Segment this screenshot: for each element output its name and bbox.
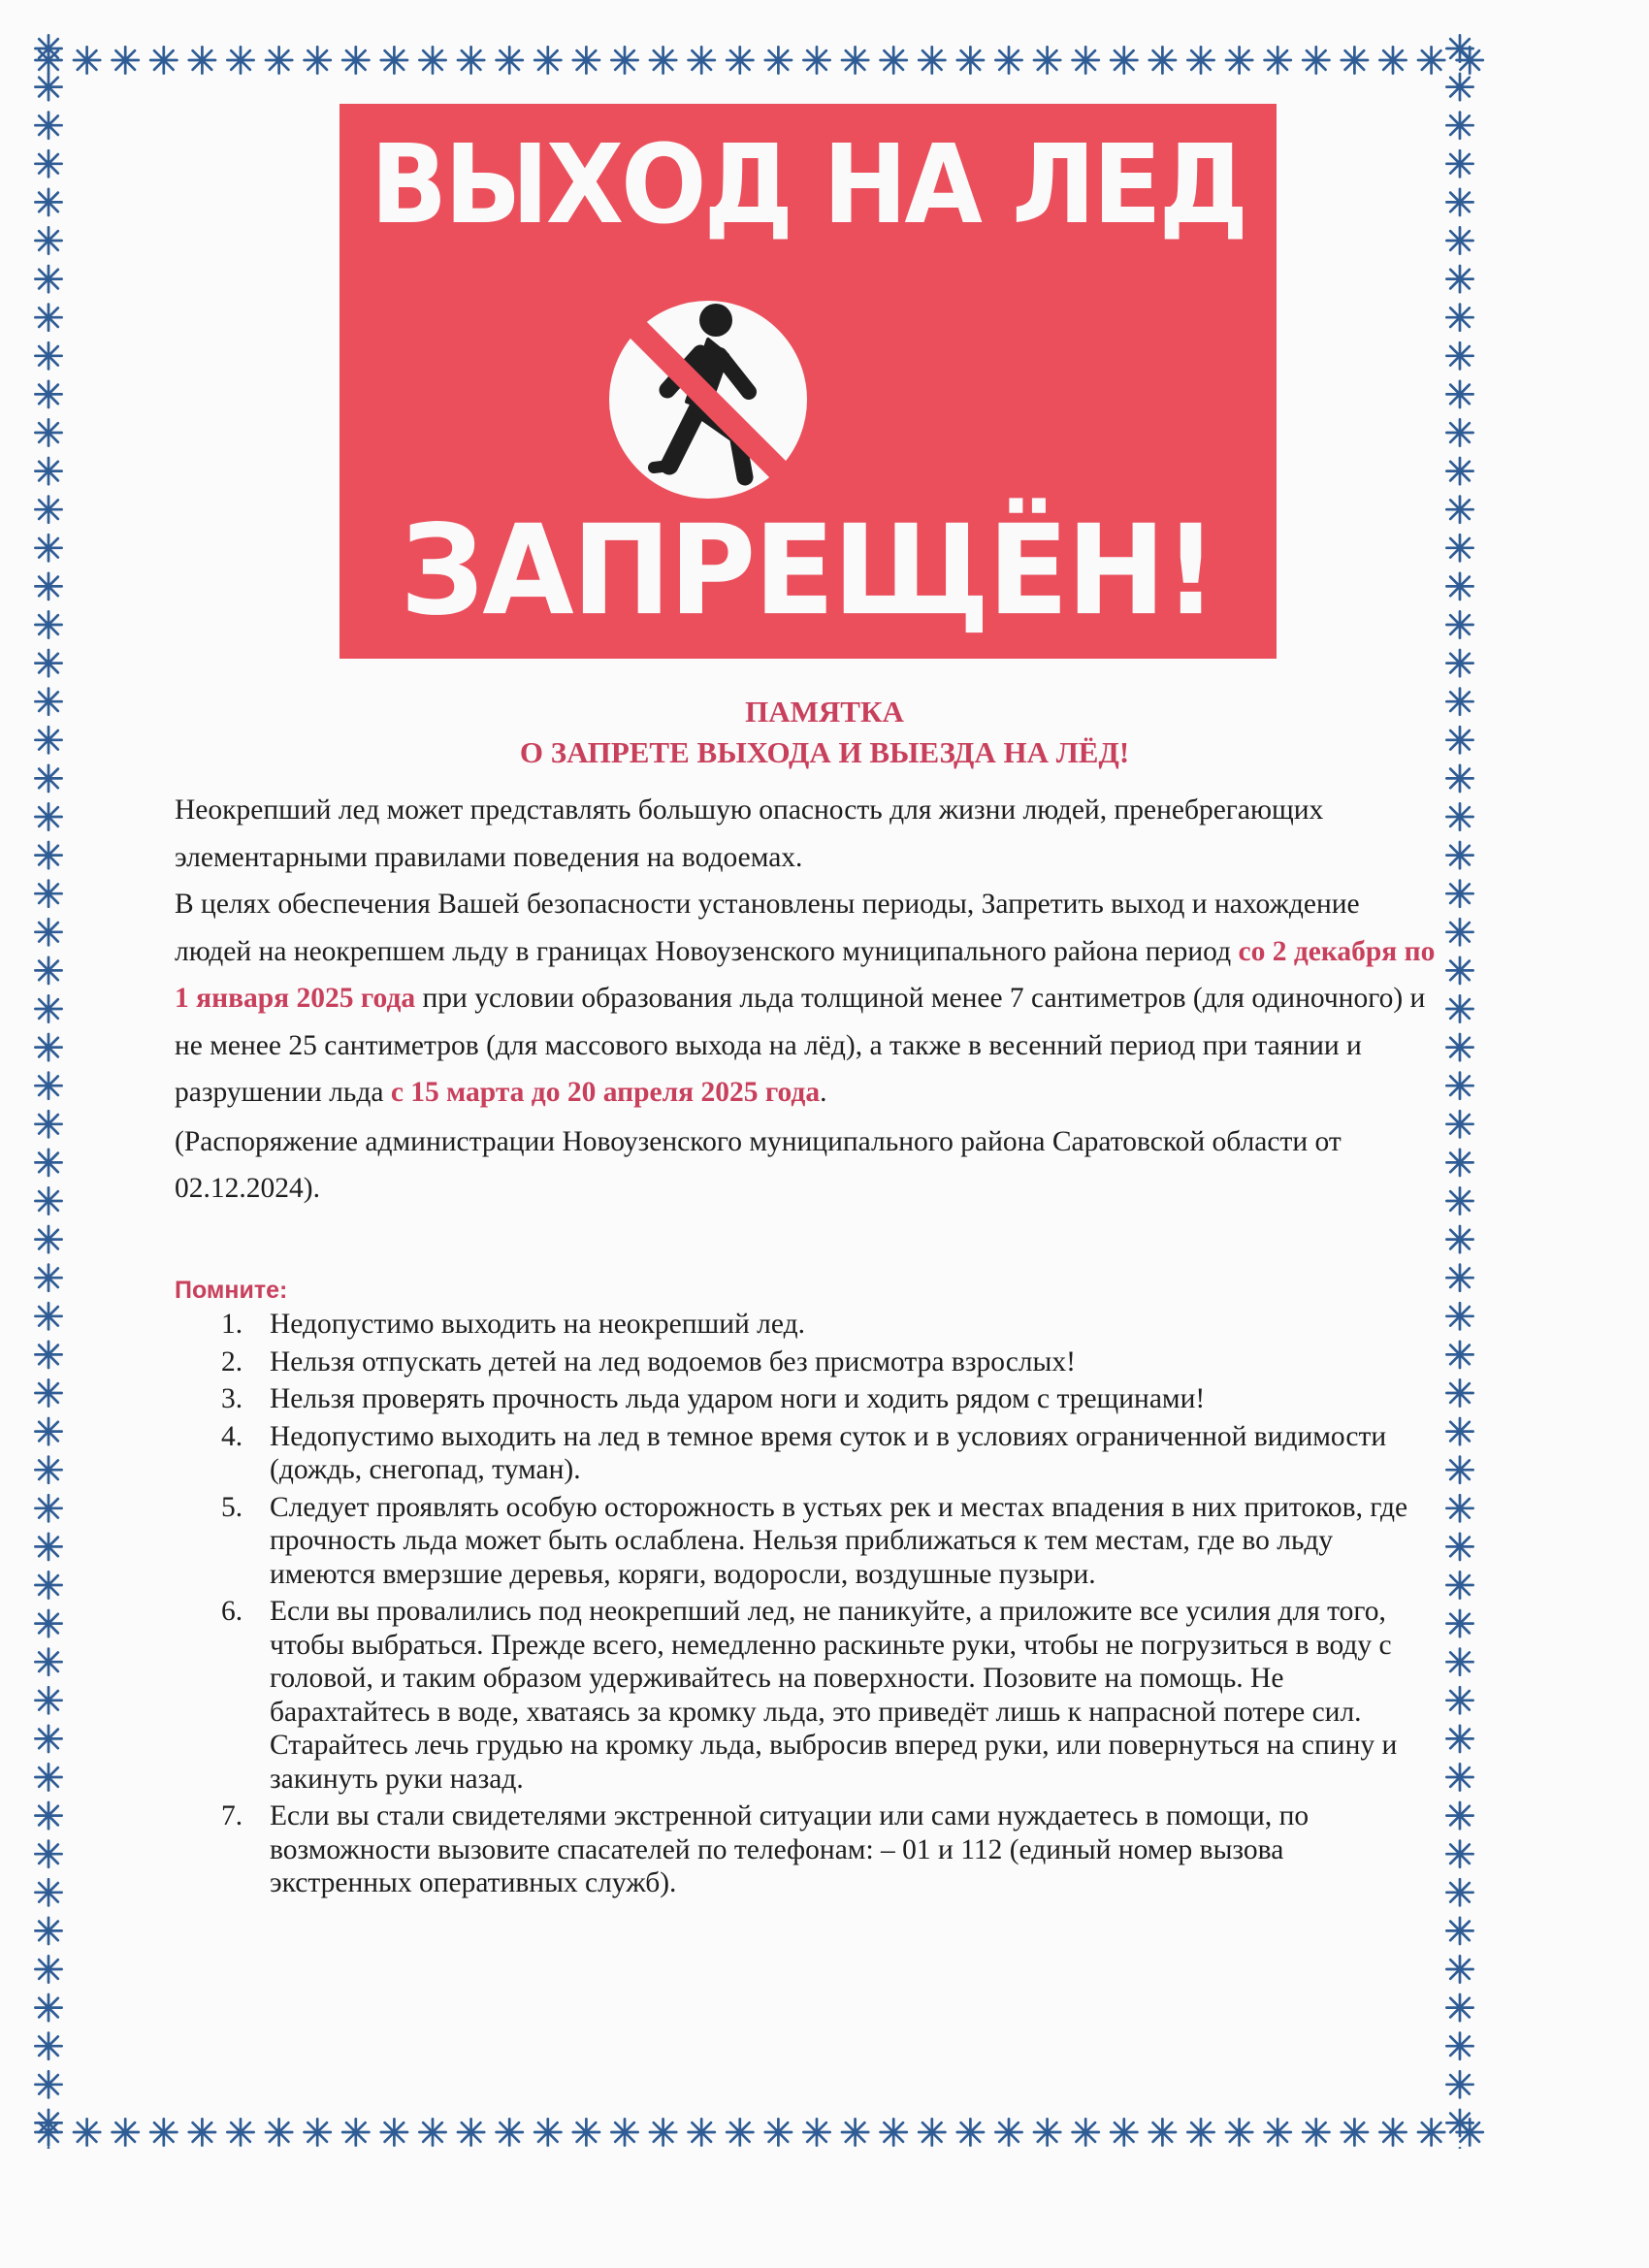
snowflake-ornament-icon — [1446, 1226, 1472, 1252]
snowflake-ornament-icon — [227, 2119, 253, 2145]
snowflake-ornament-icon — [1446, 1418, 1472, 1444]
snowflake-ornament-icon — [1342, 2119, 1368, 2145]
snowflake-ornament-icon — [803, 2119, 829, 2145]
snowflake-ornament-icon — [35, 266, 61, 292]
snowflake-ornament-icon — [35, 1879, 61, 1905]
snowflake-ornament-icon — [1187, 2119, 1213, 2145]
snowflake-ornament-icon — [573, 47, 599, 73]
snowflake-ornament-icon — [35, 1265, 61, 1291]
snowflake-ornament-icon — [1446, 2148, 1472, 2149]
snowflake-ornament-icon — [35, 1918, 61, 1944]
snowflake-ornament-icon — [842, 47, 868, 73]
snowflake-ornament-icon — [1446, 1764, 1472, 1790]
snowflake-ornament-icon — [1379, 2119, 1406, 2145]
border-bottom — [19, 2103, 1489, 2161]
list-item: 5. Следует проявлять особую осторожность в устьях рек и местах впадения в них притоков, где прочность льда может быть ослаблена. Нельзя приближаться к тем местам, где во льду имеются вмерзшие деревья, коряги, водоросли, воздушные пузыри. — [221, 1491, 1408, 1590]
snowflake-ornament-icon — [1446, 1571, 1472, 1598]
snowflake-ornament-icon — [35, 113, 61, 139]
snowflake-ornament-icon — [1111, 2119, 1137, 2145]
snowflake-ornament-icon — [35, 881, 61, 907]
snowflake-ornament-icon — [35, 2148, 61, 2149]
snowflake-ornament-icon — [1446, 1687, 1472, 1713]
snowflake-ornament-icon — [1073, 2119, 1099, 2145]
snowflake-ornament-icon — [113, 47, 139, 73]
snowflake-ornament-icon — [1446, 1534, 1472, 1560]
snowflake-ornament-icon — [1446, 1265, 1472, 1291]
banner-top-text: ВЫХОД НА ЛЕД — [370, 120, 1246, 248]
snowflake-ornament-icon — [35, 803, 61, 829]
snowflake-ornament-icon — [35, 1495, 61, 1521]
snowflake-ornament-icon — [35, 957, 61, 984]
snowflake-ornament-icon — [35, 1802, 61, 1829]
snowflake-ornament-icon — [1446, 381, 1472, 407]
snowflake-ornament-icon — [381, 2119, 407, 2145]
snowflake-ornament-icon — [35, 419, 61, 445]
snowflake-ornament-icon — [1446, 1956, 1472, 1982]
snowflake-ornament-icon — [1446, 1111, 1472, 1137]
snowflake-ornament-icon — [1446, 1187, 1472, 1214]
no-pedestrian-icon — [572, 264, 844, 535]
snowflake-ornament-icon — [74, 2119, 100, 2145]
snowflake-ornament-icon — [35, 573, 61, 599]
snowflake-ornament-icon — [1446, 189, 1472, 215]
snowflake-ornament-icon — [1446, 881, 1472, 907]
snowflake-ornament-icon — [1446, 2071, 1472, 2097]
snowflake-ornament-icon — [1446, 419, 1472, 445]
intro-paragraph-2: В целях обеспечения Вашей безопасности установлены периоды, Запретить выход и нахождение людей на неокрепшем льду в границах Новоузенского муниципального района период со 2 декабря по 1 января 2025 года при условии образования льда толщиной менее 7 сантиметров (для одиночного) и не менее 25 сантиметров (для массового выхода на лёд), а также в весенний период при таянии и разрушении льда с 15 марта до 20 апреля 2025 года. — [175, 889, 1436, 1108]
snowflake-ornament-icon — [1446, 535, 1472, 561]
snowflake-ornament-icon — [150, 47, 177, 73]
snowflake-ornament-icon — [342, 47, 369, 73]
snowflake-ornament-icon — [1034, 47, 1060, 73]
snowflake-ornament-icon — [534, 47, 561, 73]
snowflake-ornament-icon — [35, 305, 61, 331]
snowflake-ornament-icon — [1446, 150, 1472, 177]
snowflake-ornament-icon — [1446, 1034, 1472, 1060]
snowflake-ornament-icon — [305, 2119, 331, 2145]
snowflake-ornament-icon — [881, 2119, 907, 2145]
snowflake-ornament-icon — [35, 150, 61, 177]
snowflake-ornament-icon — [727, 47, 753, 73]
snowflake-ornament-icon — [919, 47, 945, 73]
snowflake-ornament-icon — [35, 650, 61, 676]
snowflake-ornament-icon — [35, 1610, 61, 1636]
snowflake-ornament-icon — [1446, 2110, 1472, 2136]
list-item: 4. Недопустимо выходить на лед в темное время суток и в условиях ограниченной видимости (дождь, снегопад, туман). — [221, 1420, 1387, 1485]
snowflake-ornament-icon — [1446, 113, 1472, 139]
snowflake-ornament-icon — [35, 689, 61, 715]
snowflake-ornament-icon — [1446, 342, 1472, 369]
snowflake-ornament-icon — [35, 1418, 61, 1444]
spring-period: с 15 марта до 20 апреля 2025 года — [390, 1077, 821, 1108]
list-item: 2. Нельзя отпускать детей на лед водоемов без присмотра взрослых! — [221, 1345, 1076, 1377]
snowflake-ornament-icon — [1226, 47, 1252, 73]
snowflake-ornament-icon — [266, 47, 292, 73]
snowflake-ornament-icon — [1446, 957, 1472, 984]
snowflake-ornament-icon — [1446, 1457, 1472, 1483]
snowflake-ornament-icon — [35, 35, 61, 61]
snowflake-ornament-icon — [957, 47, 984, 73]
snowflake-ornament-icon — [881, 47, 907, 73]
snowflake-ornament-icon — [1446, 1726, 1472, 1752]
snowflake-ornament-icon — [803, 47, 829, 73]
intro-text — [175, 787, 1436, 1213]
snowflake-ornament-icon — [1446, 458, 1472, 484]
snowflake-ornament-icon — [458, 47, 484, 73]
snowflake-ornament-icon — [35, 1342, 61, 1368]
snowflake-ornament-icon — [35, 1457, 61, 1483]
snowflake-ornament-icon — [35, 919, 61, 945]
snowflake-ornament-icon — [1446, 227, 1472, 253]
snowflake-ornament-icon — [35, 1226, 61, 1252]
snowflake-ornament-icon — [995, 47, 1021, 73]
snowflake-ornament-icon — [1446, 1649, 1472, 1675]
snowflake-ornament-icon — [765, 2119, 792, 2145]
snowflake-ornament-icon — [1111, 47, 1137, 73]
snowflake-ornament-icon — [35, 1994, 61, 2021]
snowflake-ornament-icon — [957, 2119, 984, 2145]
snowflake-ornament-icon — [35, 611, 61, 637]
snowflake-ornament-icon — [689, 2119, 715, 2145]
snowflake-ornament-icon — [573, 2119, 599, 2145]
snowflake-ornament-icon — [35, 1649, 61, 1675]
snowflake-ornament-icon — [35, 842, 61, 868]
snowflake-ornament-icon — [1446, 35, 1472, 61]
snowflake-ornament-icon — [1446, 1379, 1472, 1406]
banner-bottom-text: ЗАПРЕЩЁН! — [400, 498, 1216, 643]
snowflake-ornament-icon — [342, 2119, 369, 2145]
snowflake-ornament-icon — [35, 1687, 61, 1713]
snowflake-ornament-icon — [1034, 2119, 1060, 2145]
snowflake-ornament-icon — [35, 1187, 61, 1214]
snowflake-ornament-icon — [650, 2119, 676, 2145]
snowflake-ornament-icon — [727, 2119, 753, 2145]
snowflake-ornament-icon — [227, 47, 253, 73]
snowflake-ornament-icon — [1303, 47, 1329, 73]
memo-title: ПАМЯТКА — [745, 695, 904, 729]
snowflake-ornament-icon — [1446, 1994, 1472, 2021]
snowflake-ornament-icon — [1446, 1918, 1472, 1944]
snowflake-ornament-icon — [1446, 2033, 1472, 2059]
snowflake-ornament-icon — [35, 765, 61, 792]
snowflake-ornament-icon — [1446, 266, 1472, 292]
snowflake-ornament-icon — [1446, 803, 1472, 829]
snowflake-ornament-icon — [1379, 47, 1406, 73]
snowflake-ornament-icon — [611, 47, 637, 73]
snowflake-ornament-icon — [266, 2119, 292, 2145]
snowflake-ornament-icon — [35, 1841, 61, 1867]
snowflake-ornament-icon — [1187, 47, 1213, 73]
snowflake-ornament-icon — [35, 1111, 61, 1137]
list-item: 7. Если вы стали свидетелями экстренной ситуации или сами нуждаетесь в помощи, по возможности вызовите спасателей по телефонам: – 01 и 112 (единый номер вызова экстренных оперативных служб). — [221, 1800, 1310, 1898]
snowflake-ornament-icon — [497, 47, 523, 73]
snowflake-ornament-icon — [611, 2119, 637, 2145]
remember-label: Помните: — [175, 1277, 288, 1304]
snowflake-ornament-icon — [842, 2119, 868, 2145]
snowflake-ornament-icon — [1446, 573, 1472, 599]
snowflake-ornament-icon — [458, 2119, 484, 2145]
snowflake-ornament-icon — [1446, 1610, 1472, 1636]
snowflake-ornament-icon — [35, 342, 61, 369]
snowflake-ornament-icon — [35, 1726, 61, 1752]
border-left — [19, 19, 78, 2149]
safety-rules-list — [213, 1308, 1426, 1904]
snowflake-ornament-icon — [1149, 47, 1176, 73]
snowflake-ornament-icon — [35, 1303, 61, 1329]
snowflake-ornament-icon — [1446, 1495, 1472, 1521]
warning-banner — [340, 104, 1277, 659]
snowflake-ornament-icon — [35, 1571, 61, 1598]
snowflake-ornament-icon — [35, 1379, 61, 1406]
snowflake-ornament-icon — [1446, 1879, 1472, 1905]
snowflake-ornament-icon — [74, 47, 100, 73]
snowflake-ornament-icon — [35, 381, 61, 407]
snowflake-ornament-icon — [1446, 497, 1472, 523]
snowflake-ornament-icon — [35, 535, 61, 561]
snowflake-ornament-icon — [497, 2119, 523, 2145]
snowflake-ornament-icon — [1303, 2119, 1329, 2145]
intro-paragraph-1: Неокрепший лед может представлять большую опасность для жизни людей, пренебрегающих элементарными правилами поведения на водоемах. — [175, 794, 1324, 873]
list-item: 3. Нельзя проверять прочность льда ударом ноги и ходить рядом с трещинами! — [221, 1383, 1206, 1414]
snowflake-ornament-icon — [1226, 2119, 1252, 2145]
border-top — [19, 31, 1489, 89]
snowflake-ornament-icon — [35, 1034, 61, 1060]
snowflake-ornament-icon — [1446, 842, 1472, 868]
snowflake-ornament-icon — [35, 227, 61, 253]
snowflake-ornament-icon — [1446, 919, 1472, 945]
list-item: 6. Если вы провалились под неокрепший лед, не паникуйте, а приложите все усилия для того, чтобы выбраться. Прежде всего, немедленно раскиньте руки, чтобы не погрузиться в воду с головой, и таким образом удерживайтесь на поверхности. Позовите на помощь. Не барахтайтесь в воде, хватаясь за кромку льда, это приведёт лишь к напрасной потере сил. Старайтесь лечь грудью на кромку льда, выбросив вперед руки, или повернуться на спину и закинуть руки назад. — [221, 1596, 1398, 1795]
snowflake-ornament-icon — [189, 47, 215, 73]
snowflake-ornament-icon — [189, 2119, 215, 2145]
snowflake-ornament-icon — [1446, 1303, 1472, 1329]
snowflake-ornament-icon — [1446, 305, 1472, 331]
snowflake-ornament-icon — [35, 2110, 61, 2136]
snowflake-ornament-icon — [1446, 611, 1472, 637]
list-item: 1. Недопустимо выходить на неокрепший лед. — [221, 1309, 805, 1340]
snowflake-ornament-icon — [35, 189, 61, 215]
snowflake-ornament-icon — [1342, 47, 1368, 73]
snowflake-ornament-icon — [35, 2071, 61, 2097]
snowflake-ornament-icon — [1446, 74, 1472, 100]
snowflake-ornament-icon — [419, 2119, 445, 2145]
snowflake-ornament-icon — [765, 47, 792, 73]
snowflake-ornament-icon — [35, 727, 61, 753]
snowflake-ornament-icon — [1446, 1073, 1472, 1099]
snowflake-ornament-icon — [689, 47, 715, 73]
snowflake-ornament-icon — [381, 47, 407, 73]
winter-period: со 2 декабря по 1 января 2025 года — [175, 935, 1436, 1014]
snowflake-ornament-icon — [1265, 2119, 1291, 2145]
snowflake-ornament-icon — [1446, 995, 1472, 1021]
memo-subtitle: О ЗАПРЕТЕ ВЫХОДА И ВЫЕЗДА НА ЛЁД! — [519, 735, 1130, 769]
snowflake-ornament-icon — [1446, 1342, 1472, 1368]
snowflake-ornament-icon — [150, 2119, 177, 2145]
snowflake-ornament-icon — [35, 1534, 61, 1560]
snowflake-ornament-icon — [1446, 1841, 1472, 1867]
snowflake-ornament-icon — [419, 47, 445, 73]
snowflake-ornament-icon — [650, 47, 676, 73]
snowflake-ornament-icon — [35, 995, 61, 1021]
snowflake-ornament-icon — [35, 1073, 61, 1099]
snowflake-ornament-icon — [35, 1764, 61, 1790]
snowflake-ornament-icon — [534, 2119, 561, 2145]
snowflake-ornament-icon — [919, 2119, 945, 2145]
snowflake-ornament-icon — [35, 1150, 61, 1176]
snowflake-ornament-icon — [35, 497, 61, 523]
snowflake-ornament-icon — [995, 2119, 1021, 2145]
snowflake-ornament-icon — [1265, 47, 1291, 73]
snowflake-ornament-icon — [35, 1956, 61, 1982]
snowflake-ornament-icon — [113, 2119, 139, 2145]
snowflake-ornament-icon — [1446, 650, 1472, 676]
snowflake-ornament-icon — [1446, 1150, 1472, 1176]
snowflake-ornament-icon — [1446, 1802, 1472, 1829]
border-right — [1431, 19, 1489, 2149]
snowflake-ornament-icon — [35, 458, 61, 484]
snowflake-ornament-icon — [305, 47, 331, 73]
snowflake-ornament-icon — [1149, 2119, 1176, 2145]
decree-reference: (Распоряжение администрации Новоузенского муниципального района Саратовской области от 02.12.2024). — [175, 1125, 1342, 1204]
snowflake-ornament-icon — [35, 74, 61, 100]
snowflake-ornament-icon — [1073, 47, 1099, 73]
snowflake-ornament-icon — [35, 2033, 61, 2059]
